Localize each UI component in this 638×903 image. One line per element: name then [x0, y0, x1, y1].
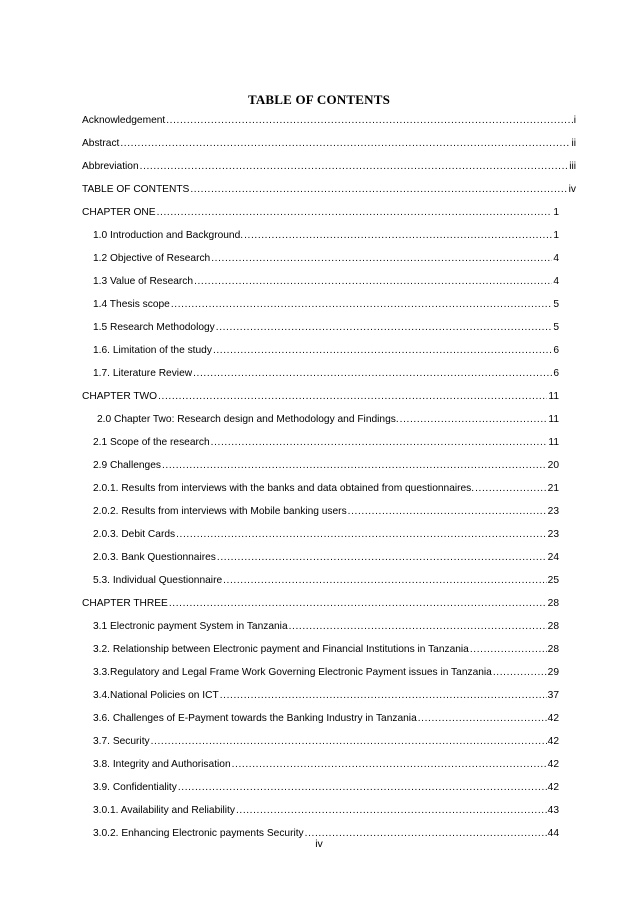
- toc-entry-page: 1: [553, 230, 559, 241]
- toc-entry-label: 2.0 Chapter Two: Research design and Methodology and Findings.: [97, 414, 399, 425]
- toc-leader-dots: [211, 436, 548, 449]
- toc-entry-3-7[interactable]: [93, 735, 559, 748]
- toc-leader-dots: [244, 229, 552, 242]
- toc-entry-label: 3.7. Security: [93, 736, 150, 747]
- toc-entry-label: 2.0.3. Debit Cards: [93, 529, 176, 540]
- toc-entry-label: 3.0.1. Availability and Reliability: [93, 805, 235, 816]
- toc-leader-dots: [493, 666, 547, 679]
- toc-entry-label: 2.0.1. Results from interviews with the banks and data obtained from questionnaires.: [93, 483, 475, 494]
- page-number-footer: iv: [315, 838, 323, 850]
- toc-entry-page: 11: [548, 391, 559, 402]
- toc-entry-chapter-three[interactable]: [82, 597, 559, 610]
- toc-leader-dots: [140, 160, 569, 173]
- toc-entry-3-8[interactable]: [93, 758, 559, 771]
- toc-entry-chapter-two[interactable]: [82, 390, 559, 403]
- toc-entry-page: 21: [547, 483, 559, 494]
- toc-entry-label: 1.7. Literature Review: [93, 368, 193, 379]
- toc-entry-2-0-3-bank[interactable]: [93, 551, 559, 564]
- toc-entry-abstract[interactable]: [82, 137, 576, 150]
- toc-entry-label: 2.0.3. Bank Questionnaires: [93, 552, 216, 563]
- toc-entry-page: 29: [547, 667, 559, 678]
- toc-leader-dots: [169, 597, 547, 610]
- toc-leader-dots: [216, 321, 553, 334]
- toc-entry-page: 4: [553, 253, 559, 264]
- toc-entry-1-0[interactable]: [93, 229, 559, 242]
- toc-leader-dots: [400, 413, 548, 426]
- toc-entry-page: 1: [553, 207, 559, 218]
- toc-entry-label: 3.0.2. Enhancing Electronic payments Security: [93, 828, 304, 839]
- toc-entry-2-0-3-debit[interactable]: [93, 528, 559, 541]
- toc-entry-label: 2.1 Scope of the research: [93, 437, 210, 448]
- toc-leader-dots: [151, 735, 547, 748]
- toc-entry-3-3[interactable]: [93, 666, 559, 679]
- toc-entry-page: iii: [569, 161, 576, 172]
- toc-leader-dots: [475, 482, 547, 495]
- toc-leader-dots: [120, 137, 570, 150]
- toc-entry-3-6[interactable]: [93, 712, 559, 725]
- page-title: TABLE OF CONTENTS: [247, 92, 391, 107]
- toc-entry-page: 42: [547, 736, 559, 747]
- toc-entry-page: 23: [547, 506, 559, 517]
- toc-leader-dots: [176, 528, 547, 541]
- toc-leader-dots: [470, 643, 547, 656]
- toc-leader-dots: [348, 505, 547, 518]
- toc-entry-1-6[interactable]: [93, 344, 559, 357]
- toc-entry-page: 28: [547, 598, 559, 609]
- toc-entry-3-0-1[interactable]: [93, 804, 559, 817]
- toc-entry-page: 5: [553, 299, 559, 310]
- toc-entry-label: CHAPTER ONE: [82, 207, 156, 218]
- toc-entry-label: 1.0 Introduction and Background.: [93, 230, 244, 241]
- toc-leader-dots: [418, 712, 547, 725]
- toc-entry-2-0-1[interactable]: [93, 482, 559, 495]
- toc-leader-dots: [166, 114, 572, 127]
- toc-entry-3-4[interactable]: [93, 689, 559, 702]
- toc-entry-label: 3.1 Electronic payment System in Tanzania: [93, 621, 288, 632]
- toc-entry-page: 28: [547, 644, 559, 655]
- toc-entry-page: 11: [548, 414, 559, 425]
- toc-leader-dots: [220, 689, 547, 702]
- toc-leader-dots: [157, 206, 553, 219]
- toc-entry-page: iv: [568, 184, 576, 195]
- toc-entry-5-3[interactable]: [93, 574, 559, 587]
- toc-entry-3-1[interactable]: [93, 620, 559, 633]
- toc-entry-page: 28: [547, 621, 559, 632]
- toc-entry-label: CHAPTER THREE: [82, 598, 168, 609]
- toc-entry-label: 3.2. Relationship between Electronic payment and Financial Institutions in Tanzania: [93, 644, 469, 655]
- toc-entry-label: Abstract: [82, 138, 120, 149]
- toc-entry-page: 24: [547, 552, 559, 563]
- toc-entry-label: TABLE OF CONTENTS: [82, 184, 190, 195]
- toc-entry-page: i: [573, 115, 576, 126]
- toc-entry-1-4[interactable]: [93, 298, 559, 311]
- toc-entry-label: 1.5 Research Methodology: [93, 322, 215, 333]
- toc-entry-page: 42: [547, 759, 559, 770]
- toc-entry-label: 3.3.Regulatory and Legal Frame Work Governing Electronic Payment issues in Tanzania: [93, 667, 492, 678]
- toc-leader-dots: [193, 367, 552, 380]
- toc-leader-dots: [194, 275, 552, 288]
- toc-entry-1-5[interactable]: [93, 321, 559, 334]
- toc-leader-dots: [158, 390, 547, 403]
- toc-entry-label: 1.3 Value of Research: [93, 276, 194, 287]
- toc-entry-page: 11: [548, 437, 559, 448]
- toc-entry-1-2[interactable]: [93, 252, 559, 265]
- toc-entry-abbreviation[interactable]: [82, 160, 576, 173]
- toc-entry-label: Acknowledgement: [82, 115, 166, 126]
- toc-entry-3-9[interactable]: [93, 781, 559, 794]
- toc-leader-dots: [162, 459, 547, 472]
- toc-entry-1-3[interactable]: [93, 275, 559, 288]
- toc-entry-2-0-2[interactable]: [93, 505, 559, 518]
- toc-entry-label: Abbreviation: [82, 161, 139, 172]
- toc-leader-dots: [190, 183, 567, 196]
- toc-entry-page: 20: [547, 460, 559, 471]
- toc-entry-2-0[interactable]: [97, 413, 559, 426]
- toc-entry-acknowledgement[interactable]: [82, 114, 576, 127]
- toc-entry-label: 5.3. Individual Questionnaire: [93, 575, 223, 586]
- toc-entry-label: CHAPTER TWO: [82, 391, 158, 402]
- toc-entry-page: 5: [553, 322, 559, 333]
- toc-leader-dots: [217, 551, 547, 564]
- toc-entry-table-of-contents[interactable]: [82, 183, 576, 196]
- toc-entry-label: 1.4 Thesis scope: [93, 299, 170, 310]
- toc-entry-3-2[interactable]: [93, 643, 559, 656]
- toc-entry-label: 2.9 Challenges: [93, 460, 161, 471]
- toc-entry-label: 1.6. Limitation of the study: [93, 345, 212, 356]
- toc-entry-page: 6: [553, 345, 559, 356]
- toc-leader-dots: [211, 252, 552, 265]
- toc-leader-dots: [232, 758, 547, 771]
- toc-entry-label: 3.6. Challenges of E-Payment towards the Banking Industry in Tanzania: [93, 713, 417, 724]
- toc-leader-dots: [236, 804, 547, 817]
- toc-entry-page: 44: [547, 828, 559, 839]
- toc-entry-label: 3.9. Confidentiality: [93, 782, 177, 793]
- toc-entry-page: 42: [547, 782, 559, 793]
- toc-entry-label: 3.4.National Policies on ICT: [93, 690, 219, 701]
- toc-leader-dots: [213, 344, 552, 357]
- toc-entry-chapter-one[interactable]: [82, 206, 559, 219]
- toc-entry-2-9[interactable]: [93, 459, 559, 472]
- toc-leader-dots: [289, 620, 547, 633]
- toc-entry-2-1[interactable]: [93, 436, 559, 449]
- toc-leader-dots: [171, 298, 552, 311]
- toc-entry-label: 1.2 Objective of Research: [93, 253, 211, 264]
- toc-entry-page: ii: [571, 138, 576, 149]
- toc-leader-dots: [178, 781, 547, 794]
- toc-entry-page: 25: [547, 575, 559, 586]
- toc-entry-page: 4: [553, 276, 559, 287]
- toc-entry-label: 3.8. Integrity and Authorisation: [93, 759, 231, 770]
- toc-entry-page: 23: [547, 529, 559, 540]
- toc-leader-dots: [223, 574, 547, 587]
- toc-entry-page: 42: [547, 713, 559, 724]
- toc-entry-page: 6: [553, 368, 559, 379]
- toc-entry-label: 2.0.2. Results from interviews with Mobile banking users: [93, 506, 347, 517]
- toc-entry-page: 37: [547, 690, 559, 701]
- toc-entry-1-7[interactable]: [93, 367, 559, 380]
- toc-entry-page: 43: [547, 805, 559, 816]
